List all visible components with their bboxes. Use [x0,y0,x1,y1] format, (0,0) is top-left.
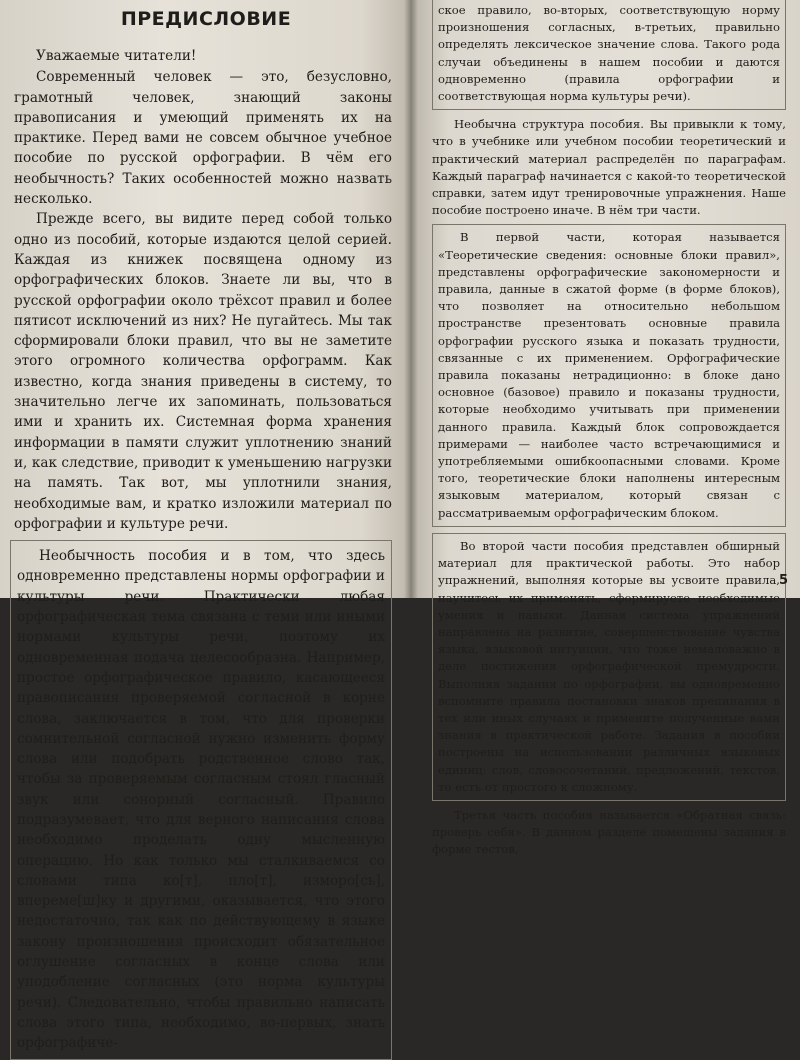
paragraph: ское правило, во-вторых, соответствующую норму произношения согласных, в-третьих, правильно определять лексическое значение слова. Такого рода случаи объединены в нашем пособии и даются одновременно (правила орфографии и соответствующая норма культуры речи). [438,3,780,104]
greeting: Уважаемые читатели! [36,48,197,64]
framed-paragraph-continued [432,0,786,110]
page-number: 5 [778,573,788,588]
paragraph: Необычность пособия и в том, что здесь одновременно представлены нормы орфографии и культуры речи. Практически любая орфографическая тема связана с теми или иными нормами культуры речи, поэтому их одновременная подача целесообразна. Например, простое орфографическое правило, касающееся правописания проверяемой согласной в корне слова, заключается в том, что для проверки сомнительной согласной нужно изменить форму слова или подобрать родственное слово так, чтобы за проверяемым согласным стоял гласный звук или сонорный согласный. Правило подразумевает, что для верного написания слова необходимо проделать одну мысленную операцию. Но как только мы сталкиваемся со словами типа ко[т], пло[т], изморо[сь], впереме[ш]ку и другими, оказывается, что этого недостаточно, так как по действующему в языке закону произношения происходит обязательное оглушение согласных в конце слова или уподобление согласных (это норма культуры речи). Следовательно, чтобы правильно написать слова этого типа, необходимо, во-первых, знать орфографиче- [17,548,385,1052]
framed-paragraph [432,224,786,526]
paragraph: Необычна структура пособия. Вы привыкли к тому, что в учебнике или учебном пособии теоретический и практический материал распределён по параграфам. Каждый параграф начинается с какой-то теоретической справки, затем идут тренировочные упражнения. Наше пособие построено иначе. В нём три части. [432,117,786,218]
framed-paragraph [10,540,392,1059]
book-gutter [404,0,418,598]
right-page [410,0,800,857]
paragraph: В первой части, которая называется «Теоретические сведения: основные блоки правил», представлены орфографические закономерности и правила, данные в сжатой форме (в форме блоков), что позволяет на относительно небольшом пространстве презентовать основные правила орфографии русского языка и показать трудности, связанные с их применением. Орфографические правила показаны нетрадиционно: в блоке дано основное (базовое) правило и показаны трудности, которые необходимо учитывать при применении данного правила. Каждый блок сопровождается примерами — наиболее часто встречающимися и употребляемыми ошибкоопасными словами. Кроме того, теоретические блоки наполнены интересным языковым материалом, который связан с рассматриваемым орфографическим блоком. [438,230,780,520]
paragraph: Третья часть пособия называется «Обратная связь: проверь себя». В данном разделе помещены задания в форме тестов, [432,807,786,857]
paragraph: Современный человек — это, безусловно, грамотный человек, знающий законы правописания и умеющий применять их на практике. Перед вами не совсем обычное учебное пособие по русской орфографии. В чём его необычность? Таких особенностей можно назвать несколько. [14,69,392,208]
paragraph: Во второй части пособия представлен обширный материал для практической работы. Это набор упражнений, выполняя которые вы усвоите правила, научитесь их применять, сформируете необходимые умения и навыки. Данная система упражнений направлена на развитие, совершенствование чувства языка, языковой интуиции, что тоже немаловажно в деле постижения орфографической премудрости. Выполняя задания по орфографии, вы одновременно вспомните правила постановки знаков препинания в тех или иных случаях и примените полученные вами знания в практической работе. Задания в пособии построены на использовании различных языковых единиц: слов, словосочетаний, предложений, текстов, то есть от простого к сложному. [438,538,780,794]
framed-paragraph [432,533,786,801]
paragraph: Прежде всего, вы видите перед собой только одно из пособий, которые издаются целой серией. Каждая из книжек посвящена одному из орфографических блоков. Знаете ли вы, что в русской орфографии около трёхсот правил и более пятисот исключений из них? Не пугайтесь. Мы так сформировали блоки правил, что вы не заметите этого огромного количества орфограмм. Как известно, когда знания приведены в систему, то значительно легче их запоминать, пользоваться ими и хранить их. Системная форма хранения информации в памяти служит уплотнению знаний и, как следствие, приводит к уменьшению нагрузки на память. Так вот, мы уплотнили знания, необходимые вам, и кратко изложили материал по орфографии и культуре речи. [14,211,392,532]
page-title: ПРЕДИСЛОВИЕ [120,8,292,30]
